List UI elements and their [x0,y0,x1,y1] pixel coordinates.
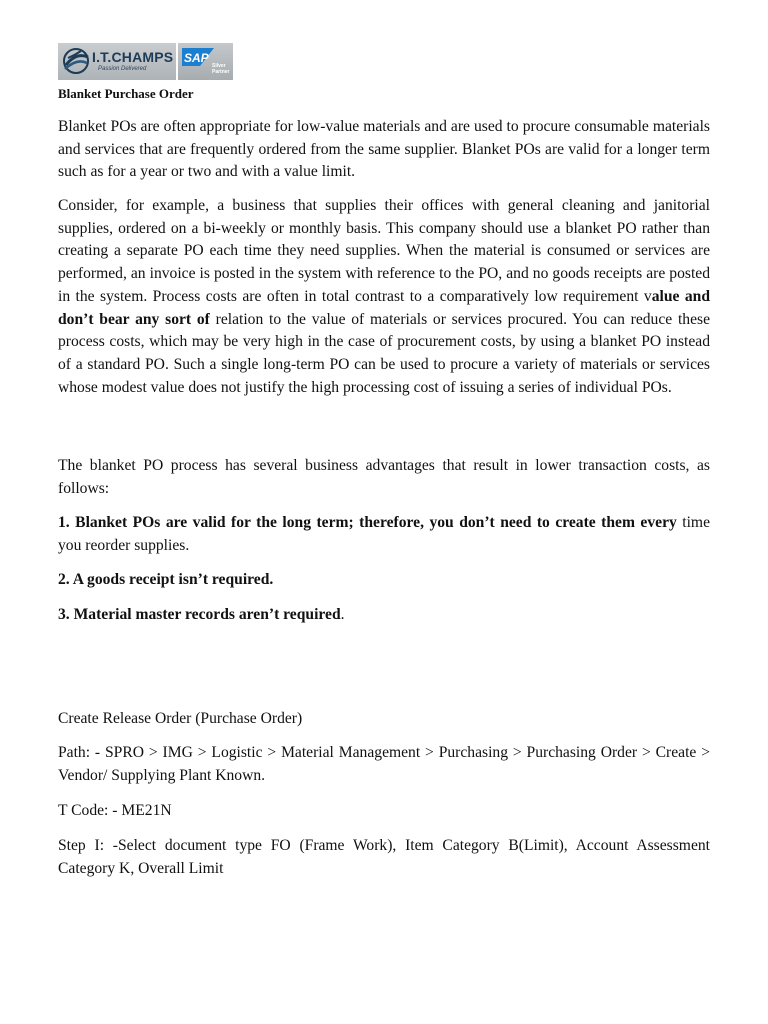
list-item-1-rest: time you reorder supplies. [58,514,710,554]
paragraph-example-part2: relation to the value of materials or services procured. You can reduce these process costs, which may be very high in the case of procurement costs, by using a blanket PO instead of a standard PO. Such a single long-term PO can be used to procure a variety of materials or services whose modest value does not justify the high processing cost of issuing a series of individual POs. [58,310,710,396]
list-item-1 [58,512,710,557]
list-item-3-bold: 3. Material master records aren’t required [58,606,341,623]
paragraph-intro: Blanket POs are often appropriate for low-value materials and are used to procure consumable materials and services that are frequently ordered from the same supplier. Blanket POs are valid for a longer term such as for a year or two and with a value limit. [58,118,710,181]
release-order-heading: Create Release Order (Purchase Order) [58,710,303,727]
list-item-2 [58,569,710,592]
company-name: I.T.CHAMPS [92,49,174,65]
transaction-code: T Code: - ME21N [58,802,172,819]
itchamps-logo-panel [58,43,176,80]
company-tagline: Passion Delivered [98,66,147,72]
paragraph-example-bold: alue and don’t bear any sort of [58,287,710,328]
list-item-3-rest: . [340,606,345,623]
list-item-1-bold: 1. Blanket POs are valid for the long term; therefore, you don’t need to create them every [58,514,677,531]
paragraph-example-part1: Consider, for example, a business that supplies their offices with general cleaning and janitorial supplies, ordered on a bi-weekly or monthly basis. This company should use a blanket PO rather than creating a separate PO each time they need supplies. When the material is consumed or services are performed, an invoice is posted in the system with reference to the PO, and no goods receipts are posted in the system. Process costs are often in total contrast to a comparatively low requirement v [58,197,710,305]
step-one: Step I: -Select document type FO (Frame Work), Item Category B(Limit), Account Assessment Category K, Overall Limit [58,837,710,877]
list-item-2-bold: 2. A goods receipt isn’t required. [58,571,274,588]
menu-path: Path: - SPRO > IMG > Logistic > Material Management > Purchasing > Purchasing Order > Create > Vendor/ Supplying Plant Known. [58,744,710,784]
company-logo [58,43,233,80]
page-title: Blanket Purchase Order [58,86,194,101]
paragraph-example [58,195,710,399]
list-item-3 [58,604,710,627]
globe-icon [61,46,91,76]
partner-label: Partner [212,69,230,75]
sap-partner-logo [178,43,233,80]
sap-wordmark: SAP [184,51,209,65]
partner-level: Silver [212,63,226,69]
paragraph-advantages: The blanket PO process has several business advantages that result in lower transaction costs, as follows: [58,457,710,497]
